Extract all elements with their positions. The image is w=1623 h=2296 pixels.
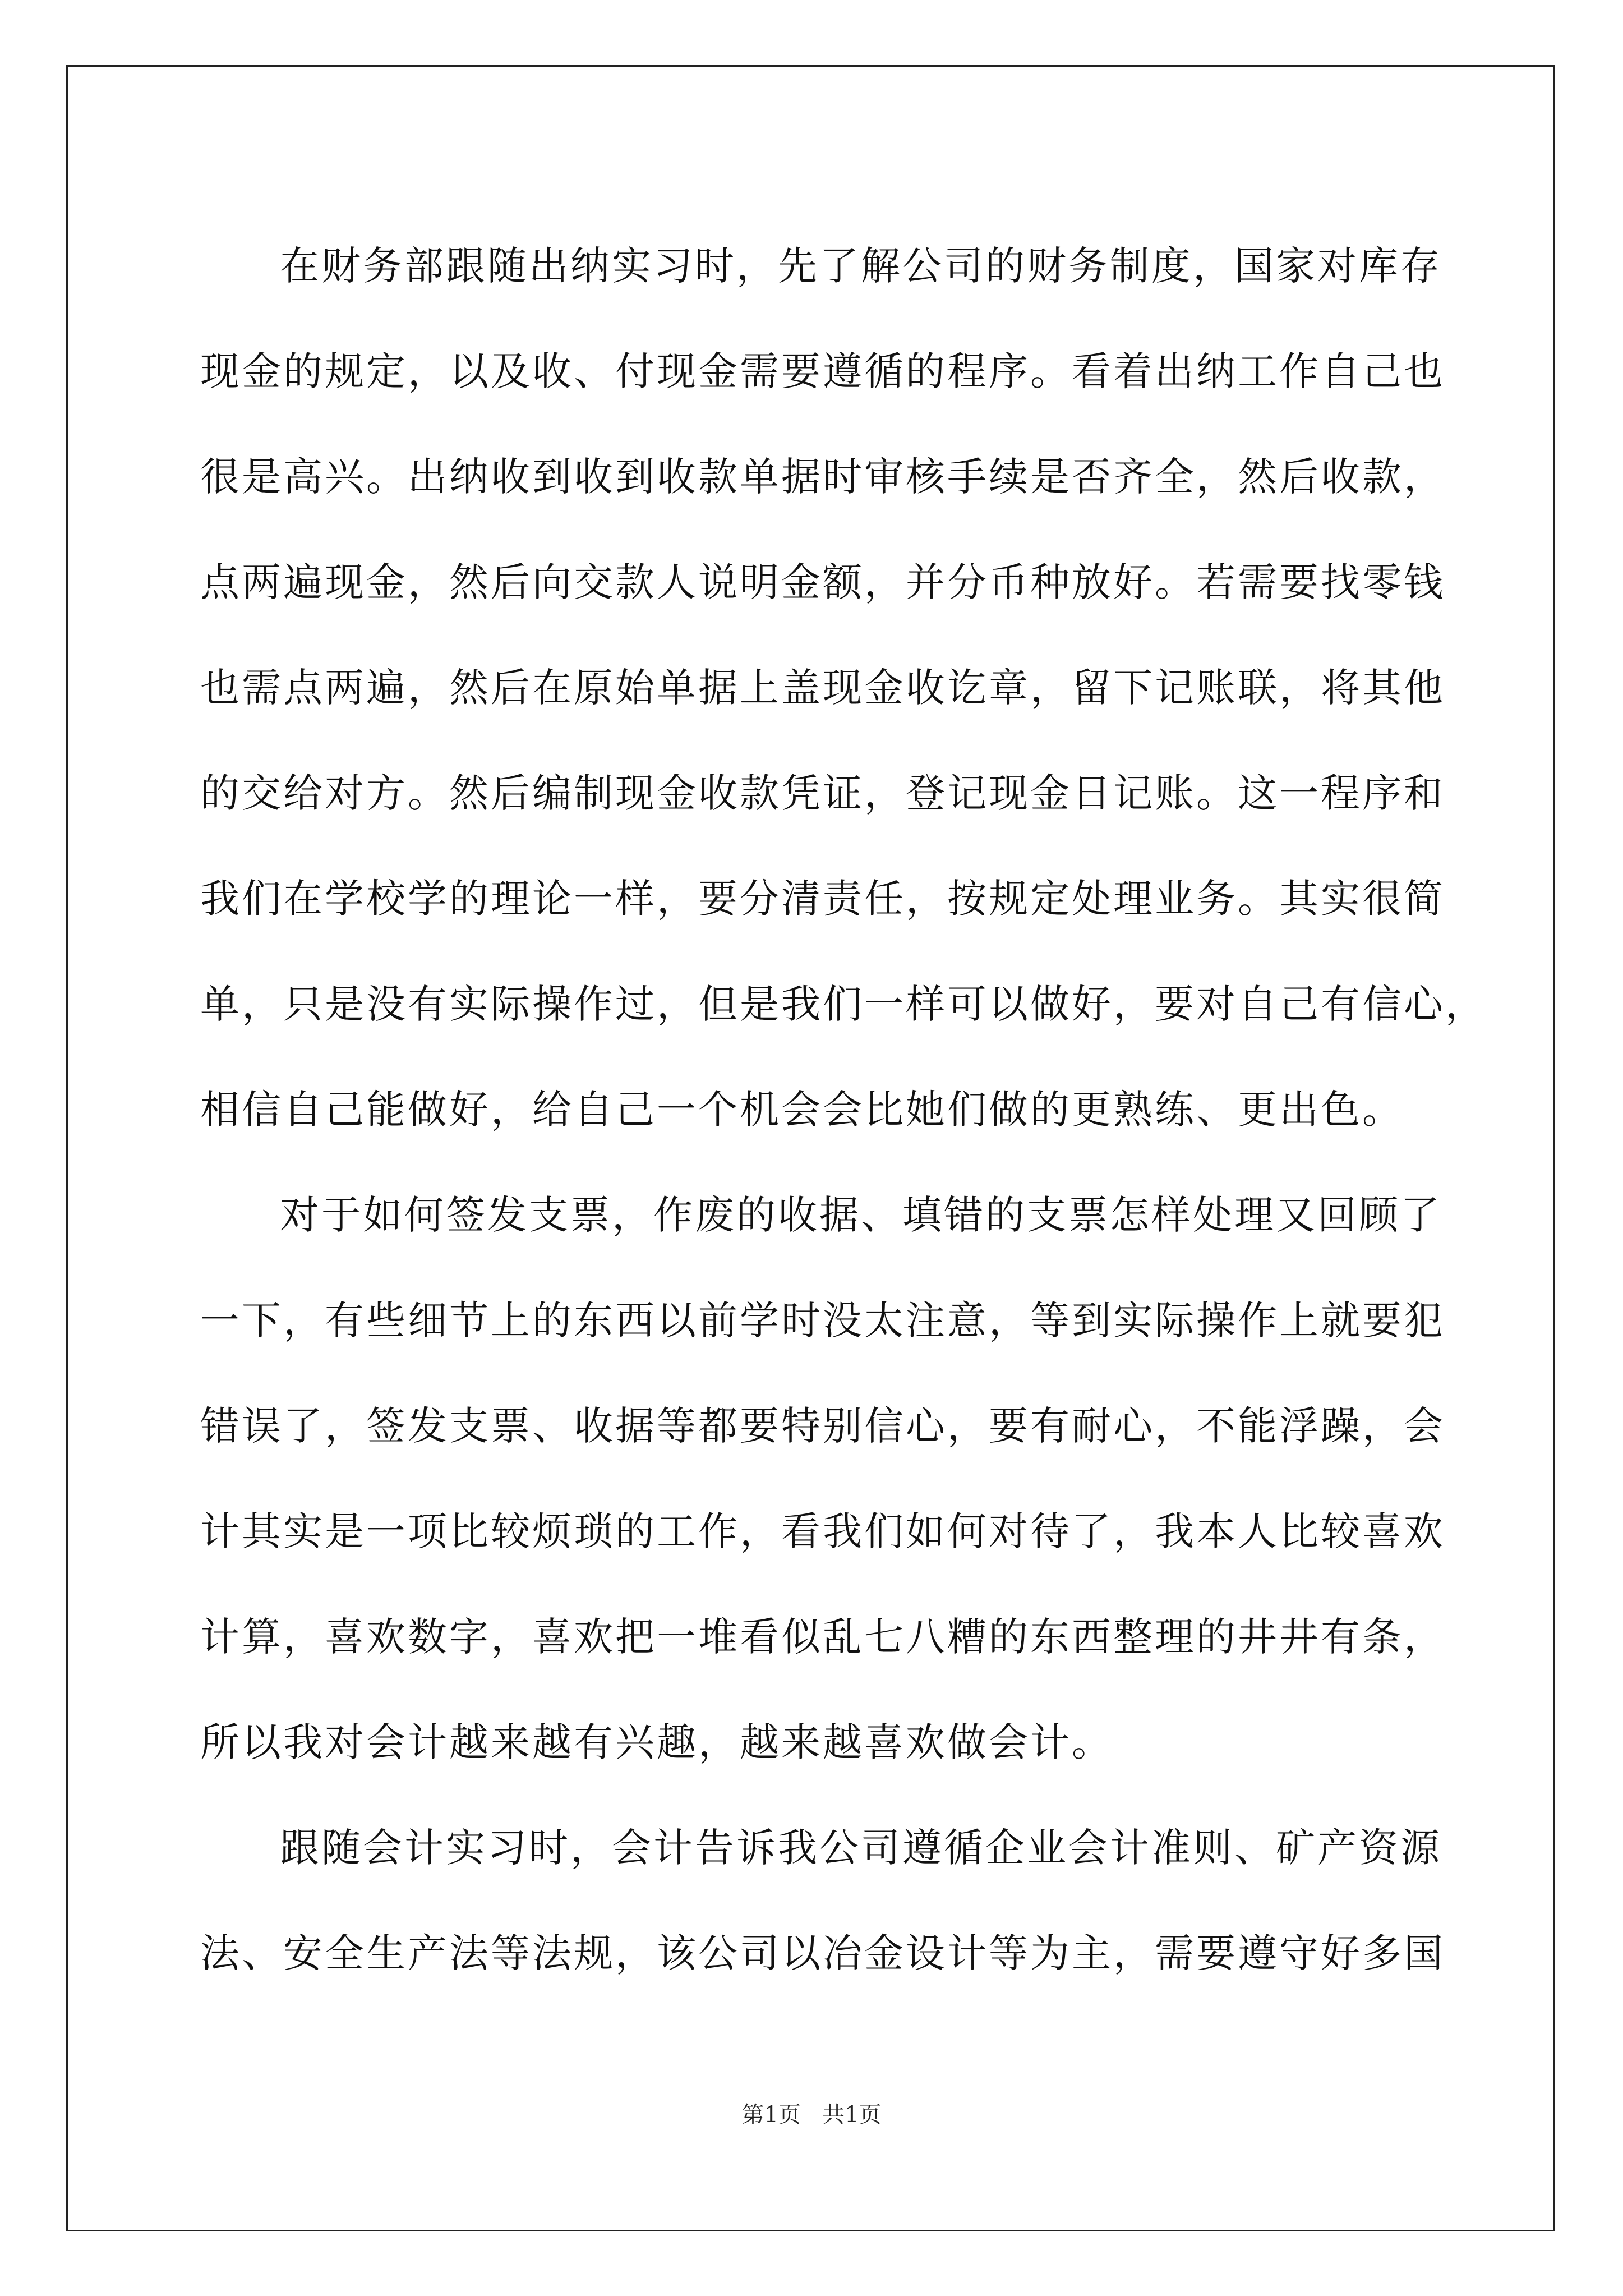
paragraph-1-line-5: 也需点两遍，然后在原始单据上盖现金收讫章，留下记账联，将其他 [200,665,1445,711]
paragraph-3-line-1: 跟随会计实习时，会计告诉我公司遵循企业会计准则、矿产资源 [280,1825,1442,1871]
paragraph-2-line-4: 计其实是一项比较烦琐的工作，看我们如何对待了，我本人比较喜欢 [200,1508,1445,1554]
paragraph-3-line-2: 法、安全生产法等法规，该公司以冶金设计等为主，需要遵守好多国 [200,1930,1445,1976]
paragraph-2-line-3: 错误了，签发支票、收据等都要特别信心，要有耐心，不能浮躁，会 [200,1403,1445,1449]
page-number: 第1页 [741,2102,801,2128]
paragraph-1-line-2: 现金的规定，以及收、付现金需要遵循的程序。看着出纳工作自己也 [200,348,1445,394]
paragraph-2-line-6: 所以我对会计越来越有兴趣，越来越喜欢做会计。 [200,1719,1113,1765]
paragraph-2-line-1: 对于如何签发支票，作废的收据、填错的支票怎样处理又回顾了 [280,1192,1442,1238]
paragraph-1-line-7: 我们在学校学的理论一样，要分清责任，按规定处理业务。其实很简 [200,876,1445,922]
page-total: 共1页 [822,2102,882,2128]
page-footer [0,2098,1623,2132]
paragraph-1-line-8: 单，只是没有实际操作过，但是我们一样可以做好，要对自己有信心， [200,981,1487,1027]
paragraph-1-line-3: 很是高兴。出纳收到收到收款单据时审核手续是否齐全，然后收款， [200,454,1445,500]
paragraph-2-line-2: 一下，有些细节上的东西以前学时没太注意，等到实际操作上就要犯 [200,1297,1445,1343]
document-body [200,213,1487,2006]
paragraph-2-line-5: 计算，喜欢数字，喜欢把一堆看似乱七八糟的东西整理的井井有条， [200,1614,1445,1660]
paragraph-1-line-6: 的交给对方。然后编制现金收款凭证，登记现金日记账。这一程序和 [200,770,1445,816]
paragraph-1-line-4: 点两遍现金，然后向交款人说明金额，并分币种放好。若需要找零钱 [200,559,1445,605]
paragraph-1-line-1: 在财务部跟随出纳实习时，先了解公司的财务制度，国家对库存 [280,243,1442,289]
paragraph-1-line-9: 相信自己能做好，给自己一个机会会比她们做的更熟练、更出色。 [200,1087,1404,1133]
